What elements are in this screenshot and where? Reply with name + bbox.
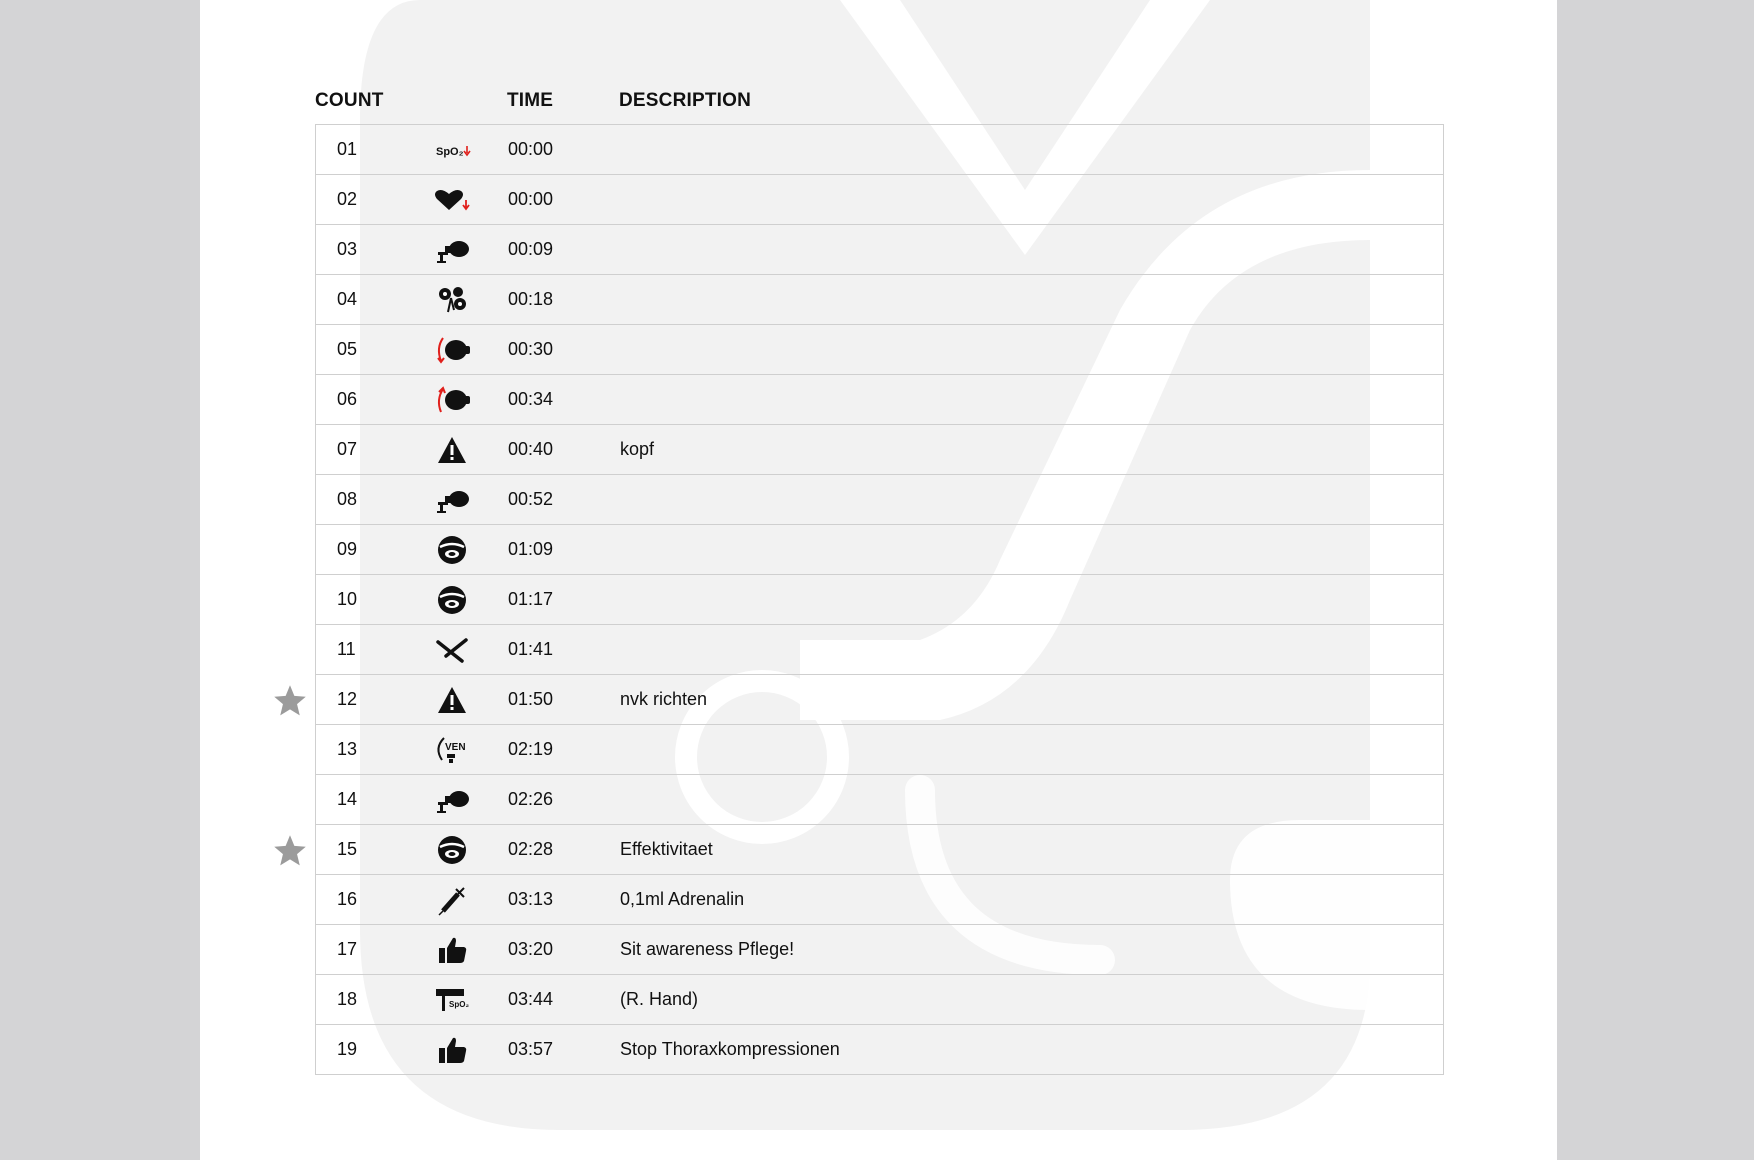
row-description: Stop Thoraxkompressionen: [620, 1039, 840, 1059]
table-row: [316, 125, 1443, 175]
row-event-icon: [396, 834, 508, 866]
row-time: 03:13: [508, 889, 554, 909]
thumbs-up-icon: [432, 1034, 472, 1066]
svg-text:VEN: VEN: [445, 741, 466, 753]
row-event-icon: [396, 984, 508, 1016]
row-time: 00:30: [508, 339, 554, 359]
svg-text:SpO₂: SpO₂: [449, 999, 469, 1009]
table-row: [316, 725, 1443, 775]
row-time: 02:19: [508, 739, 554, 759]
row-time: 01:41: [508, 639, 554, 659]
row-count: 14: [337, 789, 358, 809]
table-row: [316, 625, 1443, 675]
row-event-icon: [396, 134, 508, 166]
row-time: 00:34: [508, 389, 554, 409]
row-count: 03: [337, 239, 358, 259]
table-row: [316, 275, 1443, 325]
table-row: [316, 775, 1443, 825]
table-row: [316, 675, 1443, 725]
row-count: 15: [337, 839, 358, 859]
scissors-icon: [432, 634, 472, 666]
row-event-icon: [396, 484, 508, 516]
mask-icon: [432, 834, 472, 866]
row-description: 0,1ml Adrenalin: [620, 889, 745, 909]
ventilation-icon: [432, 234, 472, 266]
row-count: 17: [337, 939, 358, 959]
row-time: 02:28: [508, 839, 554, 859]
row-count: 10: [337, 589, 358, 609]
ventilation-icon: [432, 784, 472, 816]
row-event-icon: [396, 434, 508, 466]
row-time: 01:09: [508, 539, 554, 559]
row-event-icon: [396, 534, 508, 566]
row-description: nvk richten: [620, 689, 708, 709]
row-time: 03:20: [508, 939, 554, 959]
star-icon[interactable]: [272, 833, 308, 869]
row-count: 12: [337, 689, 358, 709]
warning-icon: [432, 684, 472, 716]
row-event-icon: [396, 1034, 508, 1066]
row-description: Effektivitaet: [620, 839, 713, 859]
row-event-icon: [396, 934, 508, 966]
table-row: [316, 325, 1443, 375]
thumbs-up-icon: [432, 934, 472, 966]
head-rotate-down-icon: [432, 334, 472, 366]
row-count: 04: [337, 289, 358, 309]
row-count: 09: [337, 539, 358, 559]
row-time: 00:09: [508, 239, 554, 259]
event-table-body: [315, 124, 1444, 1075]
table-row: [316, 975, 1443, 1025]
row-time: 00:18: [508, 289, 554, 309]
row-count: 11: [337, 639, 356, 659]
ventilation-icon: [432, 484, 472, 516]
head-rotate-up-icon: [432, 384, 472, 416]
row-time: 00:52: [508, 489, 554, 509]
row-count: 05: [337, 339, 358, 359]
row-time: 01:17: [508, 589, 554, 609]
warning-icon: [432, 434, 472, 466]
row-count: 19: [337, 1039, 358, 1059]
document-page: [200, 0, 1557, 1160]
spo2-sensor-icon: [432, 984, 472, 1016]
mask-icon: [432, 584, 472, 616]
table-row: [316, 825, 1443, 875]
row-event-icon: [396, 634, 508, 666]
syringe-icon: [432, 884, 472, 916]
row-event-icon: [396, 184, 508, 216]
row-event-icon: [396, 734, 508, 766]
svg-text:SpO₂: SpO₂: [436, 145, 464, 158]
row-count: 01: [337, 139, 358, 159]
row-count: 02: [337, 189, 358, 209]
header-description: DESCRIPTION: [619, 90, 752, 111]
row-time: 00:40: [508, 439, 554, 459]
row-time: 02:26: [508, 789, 554, 809]
table-row: [316, 175, 1443, 225]
row-time: 00:00: [508, 189, 554, 209]
row-description: (R. Hand): [620, 989, 699, 1009]
row-event-icon: [396, 234, 508, 266]
table-row: [316, 925, 1443, 975]
table-row: [316, 1025, 1443, 1074]
row-event-icon: [396, 384, 508, 416]
spo2-down-icon: [432, 134, 472, 166]
row-count: 08: [337, 489, 358, 509]
row-count: 07: [337, 439, 358, 459]
row-count: 13: [337, 739, 358, 759]
row-time: 03:57: [508, 1039, 554, 1059]
row-time: 00:00: [508, 139, 554, 159]
row-description: kopf: [620, 439, 655, 459]
table-row: [316, 875, 1443, 925]
ven-catheter-icon: [432, 734, 472, 766]
table-header: [315, 78, 1444, 124]
row-event-icon: [396, 334, 508, 366]
row-count: 16: [337, 889, 358, 909]
header-time: TIME: [507, 90, 554, 111]
table-row: [316, 525, 1443, 575]
star-icon[interactable]: [272, 683, 308, 719]
row-time: 03:44: [508, 989, 554, 1009]
row-time: 01:50: [508, 689, 554, 709]
table-row: [316, 475, 1443, 525]
mask-icon: [432, 534, 472, 566]
table-row: [316, 425, 1443, 475]
header-count: COUNT: [315, 90, 384, 111]
event-log: [315, 78, 1444, 1075]
lungs-icon: [432, 284, 472, 316]
row-event-icon: [396, 284, 508, 316]
row-description: Sit awareness Pflege!: [620, 939, 795, 959]
row-count: 18: [337, 989, 358, 1009]
table-row: [316, 225, 1443, 275]
row-event-icon: [396, 884, 508, 916]
heart-down-icon: [432, 184, 472, 216]
row-event-icon: [396, 584, 508, 616]
row-count: 06: [337, 389, 358, 409]
table-row: [316, 375, 1443, 425]
row-event-icon: [396, 684, 508, 716]
table-row: [316, 575, 1443, 625]
row-event-icon: [396, 784, 508, 816]
